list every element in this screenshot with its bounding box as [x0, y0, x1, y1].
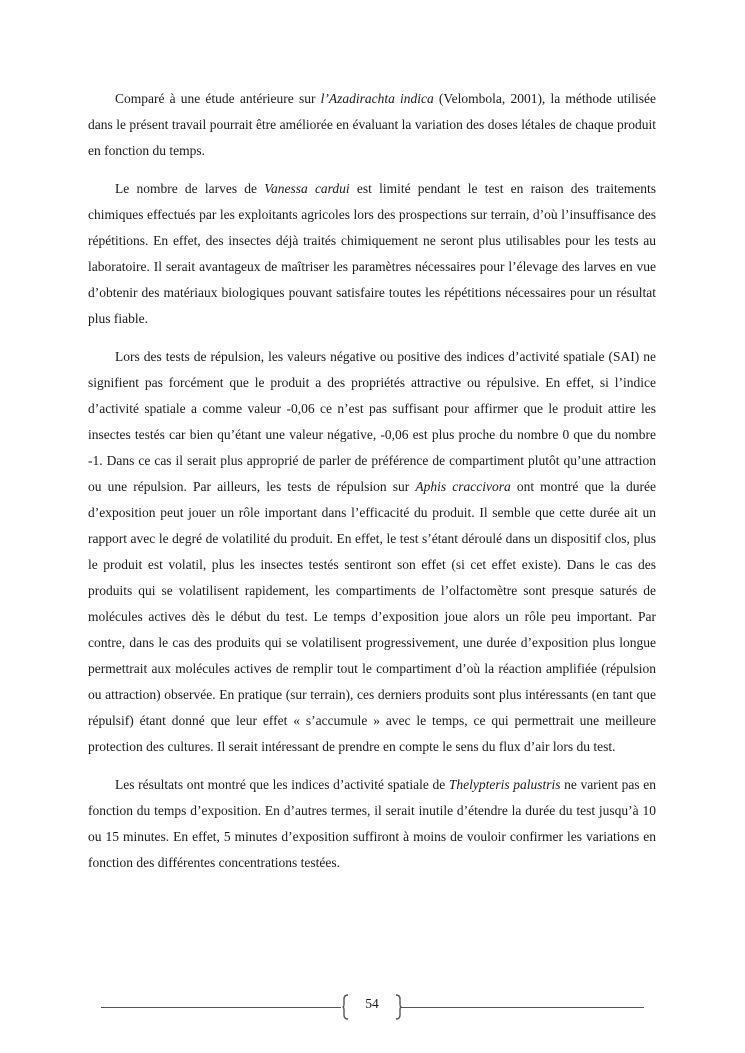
paragraph-2-text: Le nombre de larves de [115, 181, 265, 196]
paragraph-2-species: Vanessa cardui [264, 181, 350, 196]
paragraph-1-species: l’Azadirachta indica [320, 91, 434, 106]
paragraph-4 [88, 772, 656, 876]
page-body [88, 86, 656, 888]
paragraph-2 [88, 176, 656, 332]
paragraph-1 [88, 86, 656, 164]
paragraph-1-text: (Velombola, 2001), la méthode utilisée dans le présent travail pourrait être améliorée en évaluant la variation des doses létales de chaque produit en fonction du temps. [88, 91, 656, 158]
paragraph-4-text: ne varient pas en fonction du temps d’exposition. En d’autres termes, il serait inutile d’étendre la durée du test jusqu’à 10 ou 15 minutes. En effet, 5 minutes d’exposition suffiront à moins de vouloir confirmer les variations en fonction des différentes concentrations testées. [88, 777, 656, 870]
paragraph-3-species: Aphis craccivora [415, 479, 511, 494]
paragraph-1-text: Comparé à une étude antérieure sur [115, 91, 321, 106]
footer-rule-right [401, 1007, 644, 1008]
paragraph-3 [88, 344, 656, 760]
paragraph-3-text: ont montré que la durée d’exposition peut jouer un rôle important dans l’efficacité du produit. Il semble que cette durée ait un rapport avec le degré de volatilité du produit. En effet, le test s’étant déroulé dans un dispositif clos, plus le produit est volatil, plus les insectes testés sentiront son effet (si cet effet existe). Dans le cas des produits qui se volatilisent rapidement, les compartiments de l’olfactomètre sont presque saturés de molécules actives dès le début du test. Le temps d’exposition joue alors un rôle peu important. Par contre, dans le cas des produits qui se volatilisent progressivement, une durée d’exposition plus longue permettrait aux molécules actives de remplir tout le compartiment d’où la réaction amplifiée (répulsion ou attraction) observée. En pratique (sur terrain), ces derniers produits sont plus intéressants (en tant que répulsif) étant donné que leur effet « s’accumule » avec le temps, ce qui permettrait une meilleure protection des cultures. Il serait intéressant de prendre en compte le sens du flux d’air lors du test. [88, 479, 656, 754]
paragraph-4-text: Les résultats ont montré que les indices d’activité spatiale de [115, 777, 449, 792]
left-brace-icon [342, 994, 349, 1020]
page-footer [101, 994, 644, 1022]
footer-rule-left [101, 1007, 341, 1008]
paragraph-2-text: est limité pendant le test en raison des traitements chimiques effectués par les exploitants agricoles lors des prospections sur terrain, d’où l’insuffisance des répétitions. En effet, des insectes déjà traités chimiquement ne seront plus utilisables pour les tests au laboratoire. Il serait avantageux de maîtriser les paramètres nécessaires pour l’élevage des larves en vue d’obtenir des matériaux biologiques pouvant satisfaire toutes les répétitions nécessaires pour un résultat plus fiable. [88, 181, 656, 326]
paragraph-4-species: Thelypteris palustris [448, 777, 561, 792]
paragraph-3-text: Lors des tests de répulsion, les valeurs négative ou positive des indices d’activité spatiale (SAI) ne signifient pas forcément que le produit a des propriétés attractive ou répulsive. En effet, si l’indice d’activité spatiale a comme valeur -0,06 ce n’est pas suffisant pour affirmer que le produit attire les insectes testés car bien qu’étant une valeur négative, -0,06 est plus proche du nombre 0 que du nombre -1. Dans ce cas il serait plus approprié de parler de préférence de compartiment plutôt qu’une attraction ou une répulsion. Par ailleurs, les tests de répulsion sur [88, 349, 656, 494]
page-number: 54 [365, 996, 379, 1011]
